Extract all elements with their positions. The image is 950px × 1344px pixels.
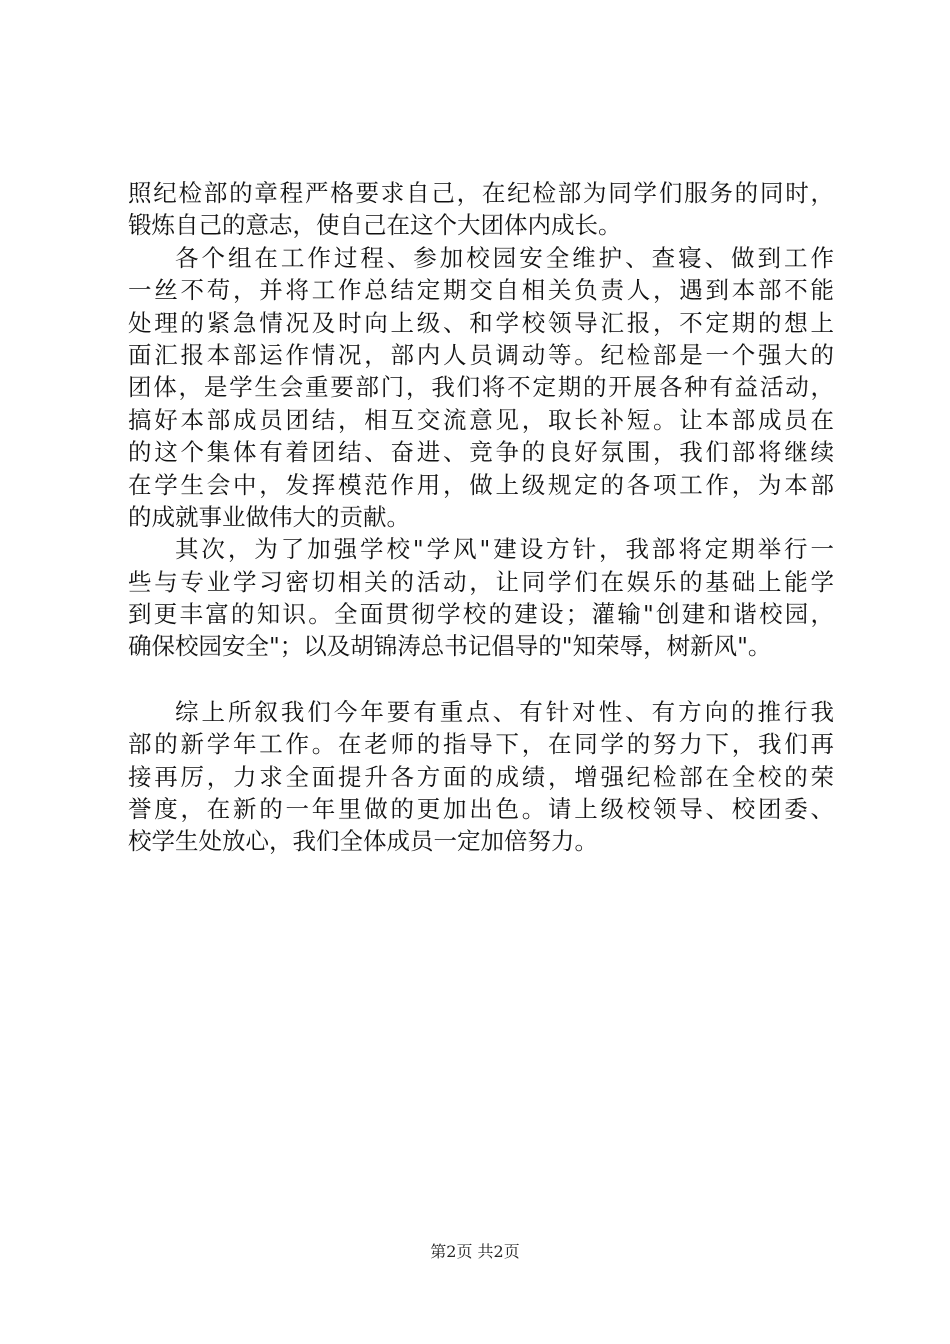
text-line: 接再厉，力求全面提升各方面的成绩，增强纪检部在全校的荣 — [128, 762, 834, 791]
text-line: 到更丰富的知识。全面贯彻学校的建设；灌输"创建和谐校园， — [128, 600, 834, 629]
text-line: 锻炼自己的意志，使自己在这个大团体内成长。 — [128, 211, 622, 240]
text-line: 一丝不苟，并将工作总结定期交自相关负责人，遇到本部不能 — [128, 276, 834, 305]
text-line: 搞好本部成员团结，相互交流意见，取长补短。让本部成员在 — [128, 405, 834, 434]
text-line: 确保校园安全"；以及胡锦涛总书记倡导的"知荣辱，树新风"。 — [128, 632, 772, 661]
text-line: 誉度，在新的一年里做的更加出色。请上级校领导、校团委、 — [128, 795, 834, 824]
paragraph-4 — [128, 696, 834, 858]
text-line: 综上所叙我们今年要有重点、有针对性、有方向的推行我 — [175, 697, 834, 726]
paragraph-spacer — [128, 663, 834, 696]
document-body — [128, 177, 834, 858]
text-line: 些与专业学习密切相关的活动，让同学们在娱乐的基础上能学 — [128, 567, 834, 596]
text-line: 各个组在工作过程、参加校园安全维护、查寝、做到工作 — [175, 243, 834, 272]
text-line: 处理的紧急情况及时向上级、和学校领导汇报，不定期的想上 — [128, 308, 834, 337]
text-line: 的成就事业做伟大的贡献。 — [128, 502, 410, 531]
page-footer — [0, 1242, 950, 1262]
paragraph-3 — [128, 533, 834, 663]
text-line: 校学生处放心，我们全体成员一定加倍努力。 — [128, 827, 598, 856]
text-line: 的这个集体有着团结、奋进、竞争的良好氛围，我们部将继续 — [128, 438, 834, 467]
text-line: 团体，是学生会重要部门，我们将不定期的开展各种有益活动， — [128, 373, 834, 402]
text-line: 照纪检部的章程严格要求自己，在纪检部为同学们服务的同时， — [128, 179, 834, 207]
text-line: 面汇报本部运作情况，部内人员调动等。纪检部是一个强大的 — [128, 340, 834, 369]
text-line: 其次，为了加强学校"学风"建设方针，我部将定期举行一 — [175, 535, 834, 564]
paragraph-2 — [128, 242, 834, 534]
text-line: 在学生会中，发挥模范作用，做上级规定的各项工作，为本部 — [128, 470, 834, 499]
text-line: 部的新学年工作。在老师的指导下，在同学的努力下，我们再 — [128, 730, 834, 759]
paragraph-1 — [128, 177, 834, 242]
page-number: 第2页 共2页 — [430, 1242, 520, 1261]
